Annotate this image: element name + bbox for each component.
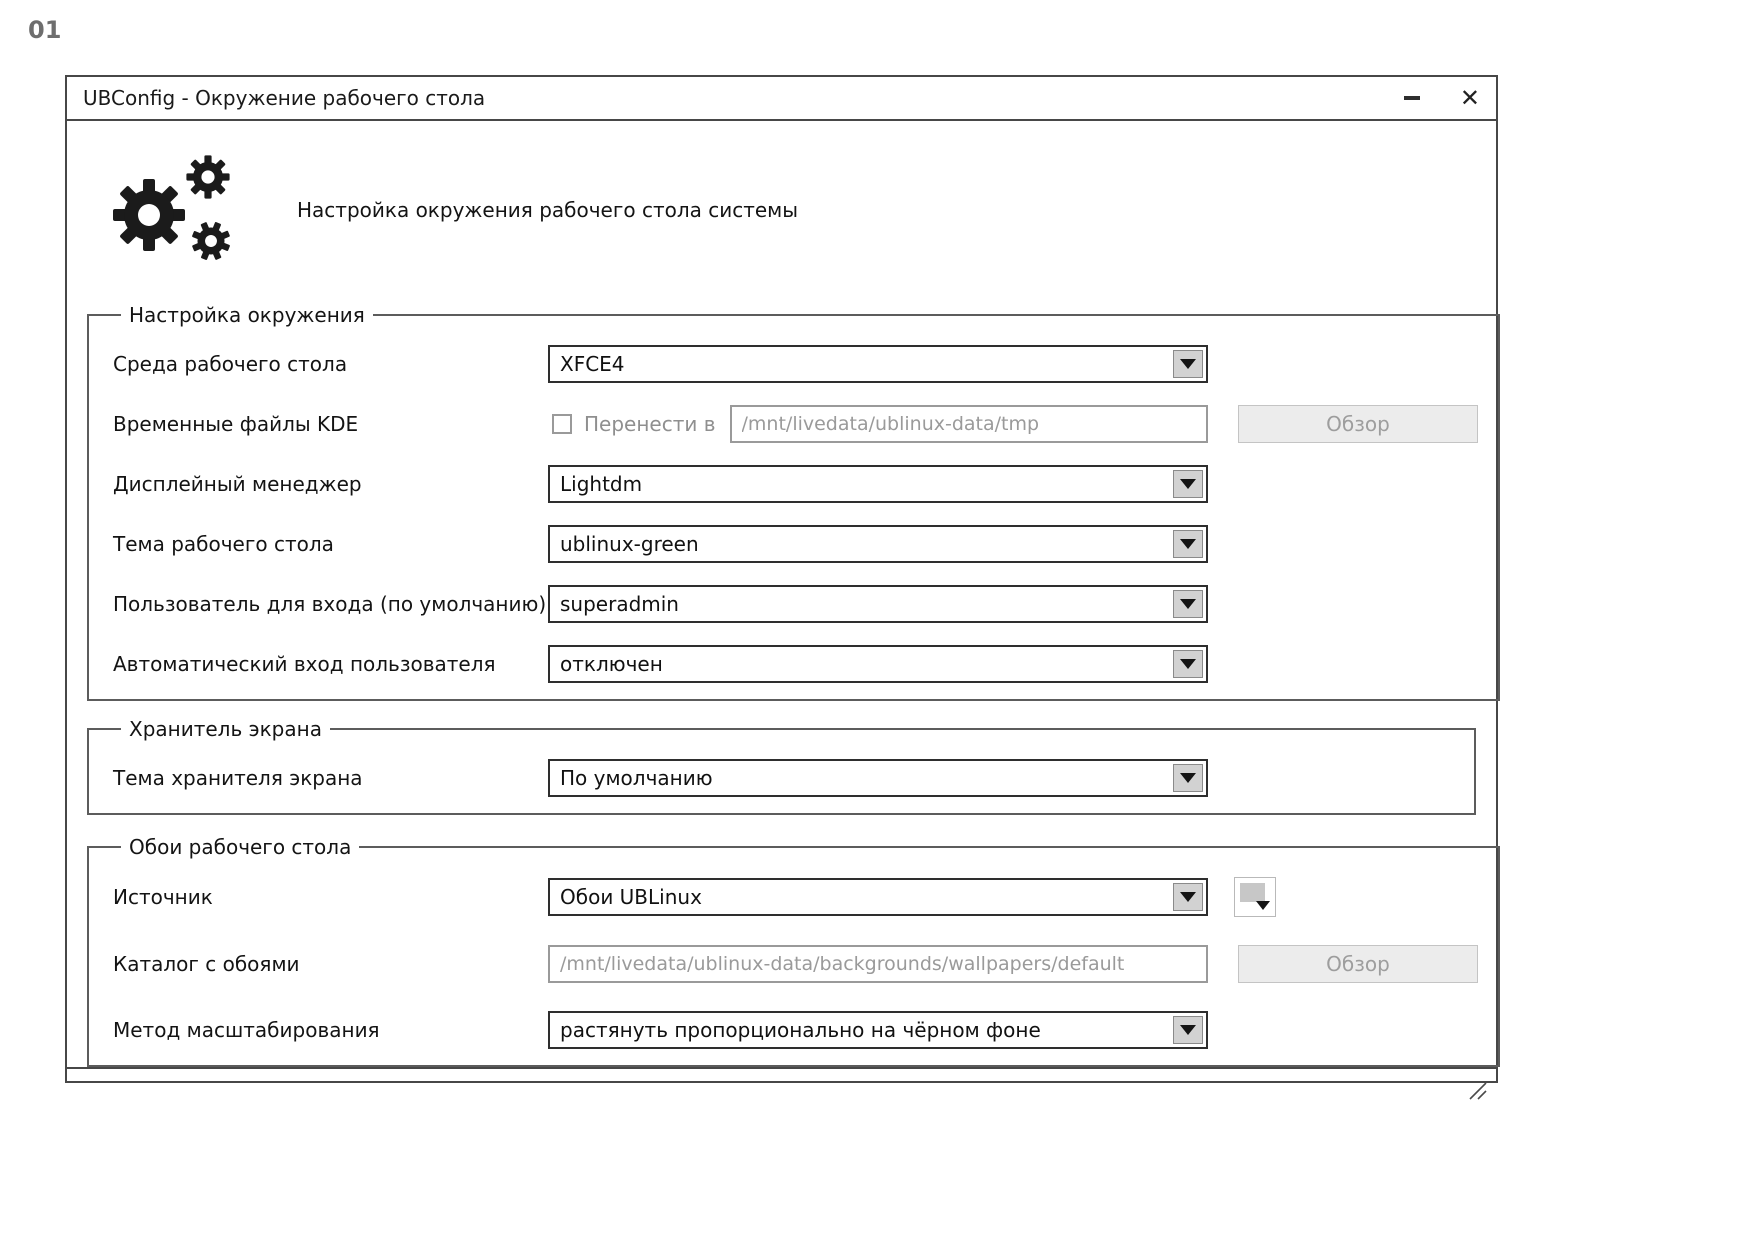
row-scaling-method xyxy=(113,1011,1478,1049)
scaling-method-label: Метод масштабирования xyxy=(113,1018,380,1042)
row-wallpaper-source xyxy=(113,877,1478,917)
app-window xyxy=(65,75,1498,1083)
desktop-env-select[interactable] xyxy=(548,345,1208,383)
resize-grip[interactable] xyxy=(1466,1079,1488,1101)
scaling-method-select[interactable] xyxy=(548,1011,1208,1049)
chevron-down-icon xyxy=(1256,901,1270,910)
row-autologin xyxy=(113,645,1478,683)
move-to-checkbox[interactable] xyxy=(552,414,572,434)
desktop-theme-select[interactable] xyxy=(548,525,1208,563)
chevron-down-icon[interactable] xyxy=(1173,530,1203,558)
autologin-value: отключен xyxy=(560,652,663,676)
kde-temp-controls xyxy=(548,405,1208,443)
row-screensaver-theme xyxy=(113,759,1454,797)
desktop-env-label: Среда рабочего стола xyxy=(113,352,348,376)
default-user-value: superadmin xyxy=(560,592,679,616)
chevron-down-icon[interactable] xyxy=(1173,470,1203,498)
row-desktop-theme xyxy=(113,525,1478,563)
chevron-down-icon[interactable] xyxy=(1173,650,1203,678)
row-desktop-env xyxy=(113,345,1478,383)
wallpaper-source-value: Обои UBLinux xyxy=(560,885,702,909)
window-titlebar[interactable] xyxy=(67,77,1496,121)
autologin-select[interactable] xyxy=(548,645,1208,683)
row-default-user xyxy=(113,585,1478,623)
close-icon[interactable]: ✕ xyxy=(1459,84,1480,112)
color-swatch xyxy=(1240,883,1265,902)
row-display-manager xyxy=(113,465,1478,503)
kde-temp-label: Временные файлы KDE xyxy=(113,412,359,436)
chevron-down-icon[interactable] xyxy=(1173,883,1203,911)
default-user-select[interactable] xyxy=(548,585,1208,623)
group-wallpaper xyxy=(87,835,1500,1067)
autologin-label: Автоматический вход пользователя xyxy=(113,652,496,676)
wallpaper-source-select[interactable] xyxy=(548,878,1208,916)
default-user-label: Пользователь для входа (по умолчанию) xyxy=(113,592,547,616)
color-picker-button[interactable] xyxy=(1234,877,1276,917)
move-to-label: Перенести в xyxy=(584,412,716,436)
display-manager-label: Дисплейный менеджер xyxy=(113,472,362,496)
window-content xyxy=(67,121,1496,1067)
page-number: 01 xyxy=(28,16,62,44)
chevron-down-icon[interactable] xyxy=(1173,1016,1203,1044)
chevron-down-icon[interactable] xyxy=(1173,590,1203,618)
group-screensaver-legend: Хранитель экрана xyxy=(129,717,322,741)
wallpaper-source-label: Источник xyxy=(113,885,213,909)
minimize-icon[interactable] xyxy=(1404,96,1420,100)
chevron-down-icon[interactable] xyxy=(1173,764,1203,792)
kde-temp-browse-button[interactable]: Обзор xyxy=(1238,405,1478,443)
group-screensaver xyxy=(87,717,1476,815)
gears-icon xyxy=(111,151,241,269)
chevron-down-icon[interactable] xyxy=(1173,350,1203,378)
app-header xyxy=(111,151,1476,269)
row-wallpaper-directory xyxy=(113,945,1478,983)
display-manager-value: Lightdm xyxy=(560,472,643,496)
desktop-theme-label: Тема рабочего стола xyxy=(113,532,334,556)
kde-temp-path-input[interactable] xyxy=(730,405,1208,443)
scaling-method-value: растянуть пропорционально на чёрном фоне xyxy=(560,1018,1041,1042)
screensaver-theme-select[interactable] xyxy=(548,759,1208,797)
group-environment xyxy=(87,303,1500,701)
wallpaper-directory-browse-button[interactable]: Обзор xyxy=(1238,945,1478,983)
group-environment-legend: Настройка окружения xyxy=(129,303,365,327)
display-manager-select[interactable] xyxy=(548,465,1208,503)
wallpaper-directory-input[interactable] xyxy=(548,945,1208,983)
desktop-theme-value: ublinux-green xyxy=(560,532,699,556)
screensaver-theme-label: Тема хранителя экрана xyxy=(113,766,363,790)
row-kde-temp xyxy=(113,405,1478,443)
wallpaper-directory-label: Каталог с обоями xyxy=(113,952,300,976)
group-wallpaper-legend: Обои рабочего стола xyxy=(129,835,352,859)
window-title: UBConfig - Окружение рабочего стола xyxy=(83,86,486,110)
screensaver-theme-value: По умолчанию xyxy=(560,766,713,790)
status-bar xyxy=(67,1067,1496,1107)
desktop-env-value: XFCE4 xyxy=(560,352,625,376)
header-subtitle: Настройка окружения рабочего стола системы xyxy=(297,198,799,222)
